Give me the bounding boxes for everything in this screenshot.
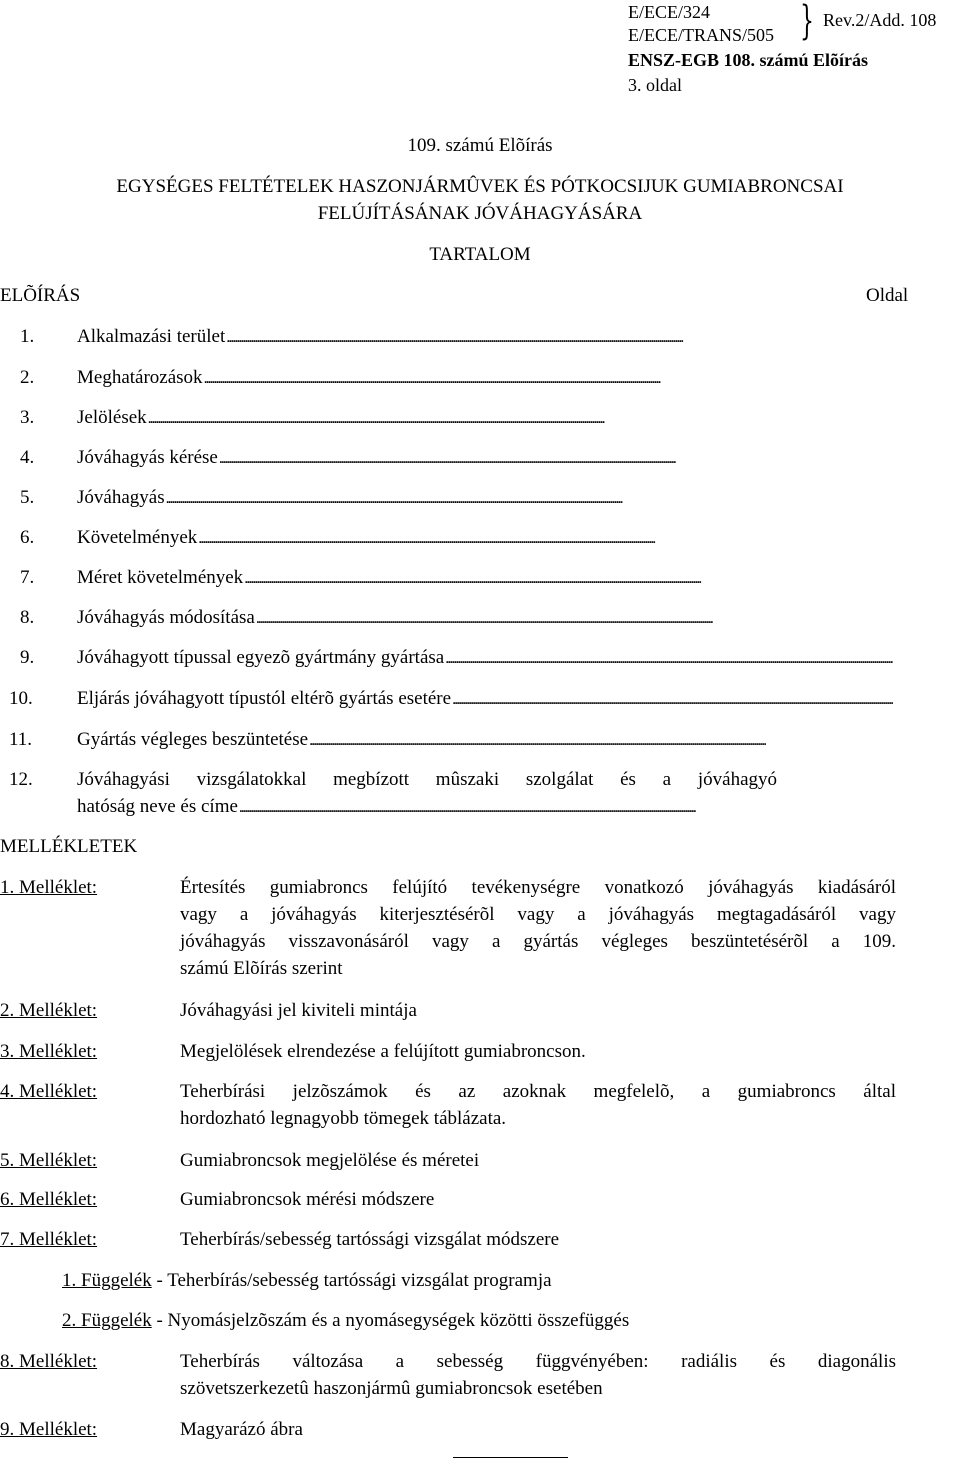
annex-label <box>0 1147 97 1174</box>
toc-item <box>0 766 960 820</box>
toc-number: 6. <box>20 527 35 548</box>
annex-description <box>180 1038 896 1065</box>
annex-line: Teherbírás/sebesség tartóssági vizsgálat módszere <box>180 1229 560 1250</box>
annex-description <box>180 1226 896 1253</box>
annex-label <box>0 1226 97 1253</box>
toc-number: 4. <box>20 447 35 468</box>
annex-label-text: 9. Melléklet: <box>0 1419 98 1440</box>
annex-line: Megjelölések elrendezése a felújított gumiabroncson. <box>180 1041 586 1062</box>
annex-description <box>180 1416 896 1443</box>
document-symbol-2: E/ECE/TRANS/505 <box>628 25 775 45</box>
appendix-label: 2. Függelék <box>62 1310 152 1331</box>
annex-label <box>0 874 97 901</box>
annex-line: Értesítés gumiabroncs felújító tevékenységre vonatkozó jóváhagyás kiadásáról <box>180 877 896 898</box>
page-number: 3. oldal <box>628 75 682 95</box>
regulation-number: 109. számú Elõírás <box>407 135 553 156</box>
toc-number: 3. <box>20 407 35 428</box>
annex-label-text: 3. Melléklet: <box>0 1041 98 1062</box>
annex-line: Teherbírás változása a sebesség függvényében: radiális és diagonális <box>180 1351 896 1372</box>
footer-separator <box>453 1457 568 1458</box>
toc-title: Jóváhagyás . . . <box>77 484 893 512</box>
toc-number: 2. <box>20 367 35 388</box>
annex-label-text: 7. Melléklet: <box>0 1229 98 1250</box>
toc-title: Meghatározások . . . <box>77 364 893 392</box>
toc-title: Követelmények . . . <box>77 524 893 552</box>
annex-description <box>180 1078 896 1132</box>
toc-title: Jóváhagyott típussal egyezõ gyártmány gyártása . . . <box>77 644 893 672</box>
toc-number: 7. <box>20 567 35 588</box>
toc-number: 10. <box>9 688 33 709</box>
appendix-text: - Nyomásjelzõszám és a nyomásegységek közötti összefüggés <box>151 1310 630 1331</box>
annex-label <box>0 997 97 1024</box>
toc-item <box>0 726 960 753</box>
page-column-heading: Oldal <box>866 285 909 306</box>
regulation-heading: ELÕÍRÁS <box>0 285 81 306</box>
annexes-heading: MELLÉKLETEK <box>0 836 138 857</box>
toc-item <box>0 685 960 712</box>
annex-line: Teherbírási jelzõszámok és az azoknak megfelelõ, a gumiabroncs által <box>180 1081 896 1102</box>
annex-line: vagy a jóváhagyás kiterjesztésérõl vagy a jóváhagyás megtagadásáról vagy <box>180 904 896 925</box>
annex-label-text: 8. Melléklet: <box>0 1351 98 1372</box>
annex-line: Gumiabroncsok megjelölése és méretei <box>180 1150 480 1171</box>
appendix-label: 1. Függelék <box>62 1270 152 1291</box>
toc-item <box>0 564 960 591</box>
toc-item <box>0 444 960 471</box>
annex-label-text: 2. Melléklet: <box>0 1000 98 1021</box>
toc-title: Eljárás jóváhagyott típustól eltérõ gyártás esetére . . . <box>77 685 893 713</box>
appendix-item <box>62 1267 552 1294</box>
toc-title: Gyártás végleges beszüntetése . . . <box>77 726 893 754</box>
toc-title-line-2: hatóság neve és címe . . . <box>77 793 893 821</box>
annex-label <box>0 1186 97 1213</box>
toc-title: Méret követelmények . . . <box>77 564 893 592</box>
toc-title-line-1: Jóváhagyási vizsgálatokkal megbízott mûszaki szolgálat és a jóváhagyó <box>77 769 777 790</box>
annex-label <box>0 1038 97 1065</box>
toc-number: 12. <box>9 769 33 790</box>
brace-glyph: } <box>800 0 814 44</box>
annex-description <box>180 1186 896 1213</box>
title-line-1: EGYSÉGES FELTÉTELEK HASZONJÁRMÛVEK ÉS PÓTKOCSIJUK GUMIABRONCSAI <box>116 176 844 197</box>
toc-item <box>0 323 960 350</box>
annex-label-text: 5. Melléklet: <box>0 1150 98 1171</box>
annex-line: szövetszerkezetû haszonjármû gumiabroncsok esetében <box>180 1378 603 1399</box>
annex-description <box>180 997 896 1024</box>
annex-label-text: 4. Melléklet: <box>0 1081 98 1102</box>
toc-item <box>0 484 960 511</box>
toc-title: Jelölések . . . <box>77 404 893 432</box>
appendix-text: - Teherbírás/sebesség tartóssági vizsgálat programja <box>151 1270 552 1291</box>
annex-label <box>0 1416 97 1443</box>
toc-item <box>0 604 960 631</box>
contents-heading: TARTALOM <box>429 244 531 265</box>
annex-line: Magyarázó ábra <box>180 1419 303 1440</box>
toc-title: Alkalmazási terület . . . <box>77 323 893 351</box>
annex-description <box>180 1147 896 1174</box>
annex-label <box>0 1348 97 1375</box>
revision-label: Rev.2/Add. 108 <box>823 10 937 30</box>
toc-number: 11. <box>9 729 33 750</box>
regulation-header: ENSZ-EGB 108. számú Elõírás <box>628 50 869 70</box>
toc-title: Jóváhagyás kérése . . . <box>77 444 893 472</box>
toc-number: 9. <box>20 647 35 668</box>
toc-number: 8. <box>20 607 35 628</box>
toc-item <box>0 644 960 671</box>
toc-number: 5. <box>20 487 35 508</box>
toc-title: Jóváhagyás módosítása . . . <box>77 604 893 632</box>
annex-label-text: 6. Melléklet: <box>0 1189 98 1210</box>
appendix-item <box>62 1307 629 1334</box>
annex-description <box>180 1348 896 1402</box>
toc-item <box>0 364 960 391</box>
toc-item <box>0 404 960 431</box>
annex-label <box>0 1078 97 1105</box>
annex-line: Gumiabroncsok mérési módszere <box>180 1189 435 1210</box>
annex-line: jóváhagyás visszavonásáról vagy a gyártás végleges beszüntetésérõl a 109. <box>180 931 896 952</box>
annex-description <box>180 874 896 982</box>
title-line-2: FELÚJÍTÁSÁNAK JÓVÁHAGYÁSÁRA <box>317 203 643 224</box>
annex-line: hordozható legnagyobb tömegek táblázata. <box>180 1108 507 1129</box>
toc-item <box>0 524 960 551</box>
annex-line: számú Elõírás szerint <box>180 958 343 979</box>
toc-number: 1. <box>20 326 35 347</box>
annex-label-text: 1. Melléklet: <box>0 877 98 898</box>
document-symbol-1: E/ECE/324 <box>628 2 710 22</box>
annex-line: Jóváhagyási jel kiviteli mintája <box>180 1000 417 1021</box>
